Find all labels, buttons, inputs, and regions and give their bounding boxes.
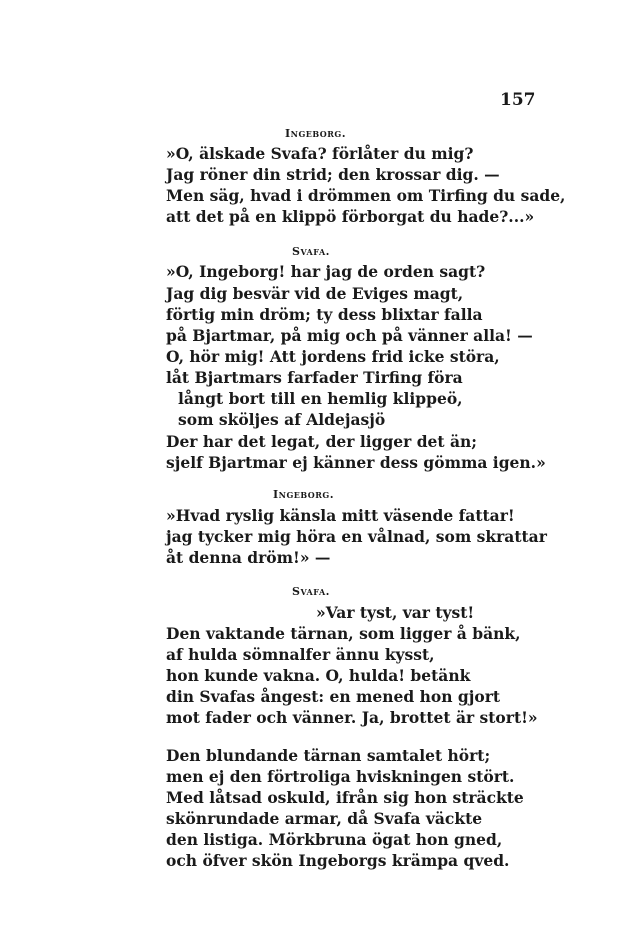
verse-line: låt Bjartmars farfader Tirfing föra (166, 368, 463, 387)
verse-line: att det på en klippö förborgat du hade?...» (166, 207, 535, 226)
speaker-svafa: Svafa. (292, 245, 330, 258)
speaker-ingeborg: Ingeborg. (273, 488, 335, 501)
verse-line: sjelf Bjartmar ej känner dess gömma igen.» (166, 453, 546, 472)
verse-line: på Bjartmar, på mig och på vänner alla! — (166, 326, 533, 345)
verse-line: »O, Ingeborg! har jag de orden sagt? (166, 262, 486, 281)
verse-line: Men säg, hvad i drömmen om Tirfing du sade, (166, 186, 566, 205)
verse-line: Der har det legat, der ligger det än; (166, 432, 478, 451)
verse-line: som sköljes af Aldejasjö (178, 410, 386, 429)
verse-line: »Var tyst, var tyst! (316, 603, 475, 622)
verse-line: och öfver skön Ingeborgs krämpa qved. (166, 851, 510, 870)
speaker-ingeborg: Ingeborg. (285, 127, 347, 140)
verse-line: Jag röner din strid; den krossar dig. — (166, 165, 500, 184)
verse-line: »Hvad ryslig känsla mitt väsende fattar! (166, 506, 515, 525)
verse-line: jag tycker mig höra en vålnad, som skrattar (166, 527, 547, 546)
speaker-svafa: Svafa. (292, 585, 330, 598)
verse-line: Den vaktande tärnan, som ligger å bänk, (166, 624, 521, 643)
verse-line: Jag dig besvär vid de Eviges magt, (166, 284, 464, 303)
verse-line: skönrundade armar, då Svafa väckte (166, 809, 483, 828)
page-number: 157 (500, 90, 536, 110)
verse-line: af hulda sömnalfer ännu kysst, (166, 645, 435, 664)
verse-line: Den blundande tärnan samtalet hört; (166, 746, 491, 765)
verse-line: din Svafas ångest: en mened hon gjort (166, 687, 501, 706)
verse-line: Med låtsad oskuld, ifrån sig hon sträckte (166, 788, 524, 807)
verse-line: mot fader och vänner. Ja, brottet är stort!» (166, 708, 538, 727)
verse-line: hon kunde vakna. O, hulda! betänk (166, 666, 471, 685)
verse-line: men ej den förtroliga hviskningen stört. (166, 767, 515, 786)
verse-line: den listiga. Mörkbruna ögat hon gned, (166, 830, 503, 849)
verse-line: O, hör mig! Att jordens frid icke störa, (166, 347, 500, 366)
verse-line: åt denna dröm!» — (166, 548, 331, 567)
verse-line: förtig min dröm; ty dess blixtar falla (166, 305, 483, 324)
verse-line: »O, älskade Svafa? förlåter du mig? (166, 144, 474, 163)
verse-line: långt bort till en hemlig klippeö, (178, 389, 463, 408)
